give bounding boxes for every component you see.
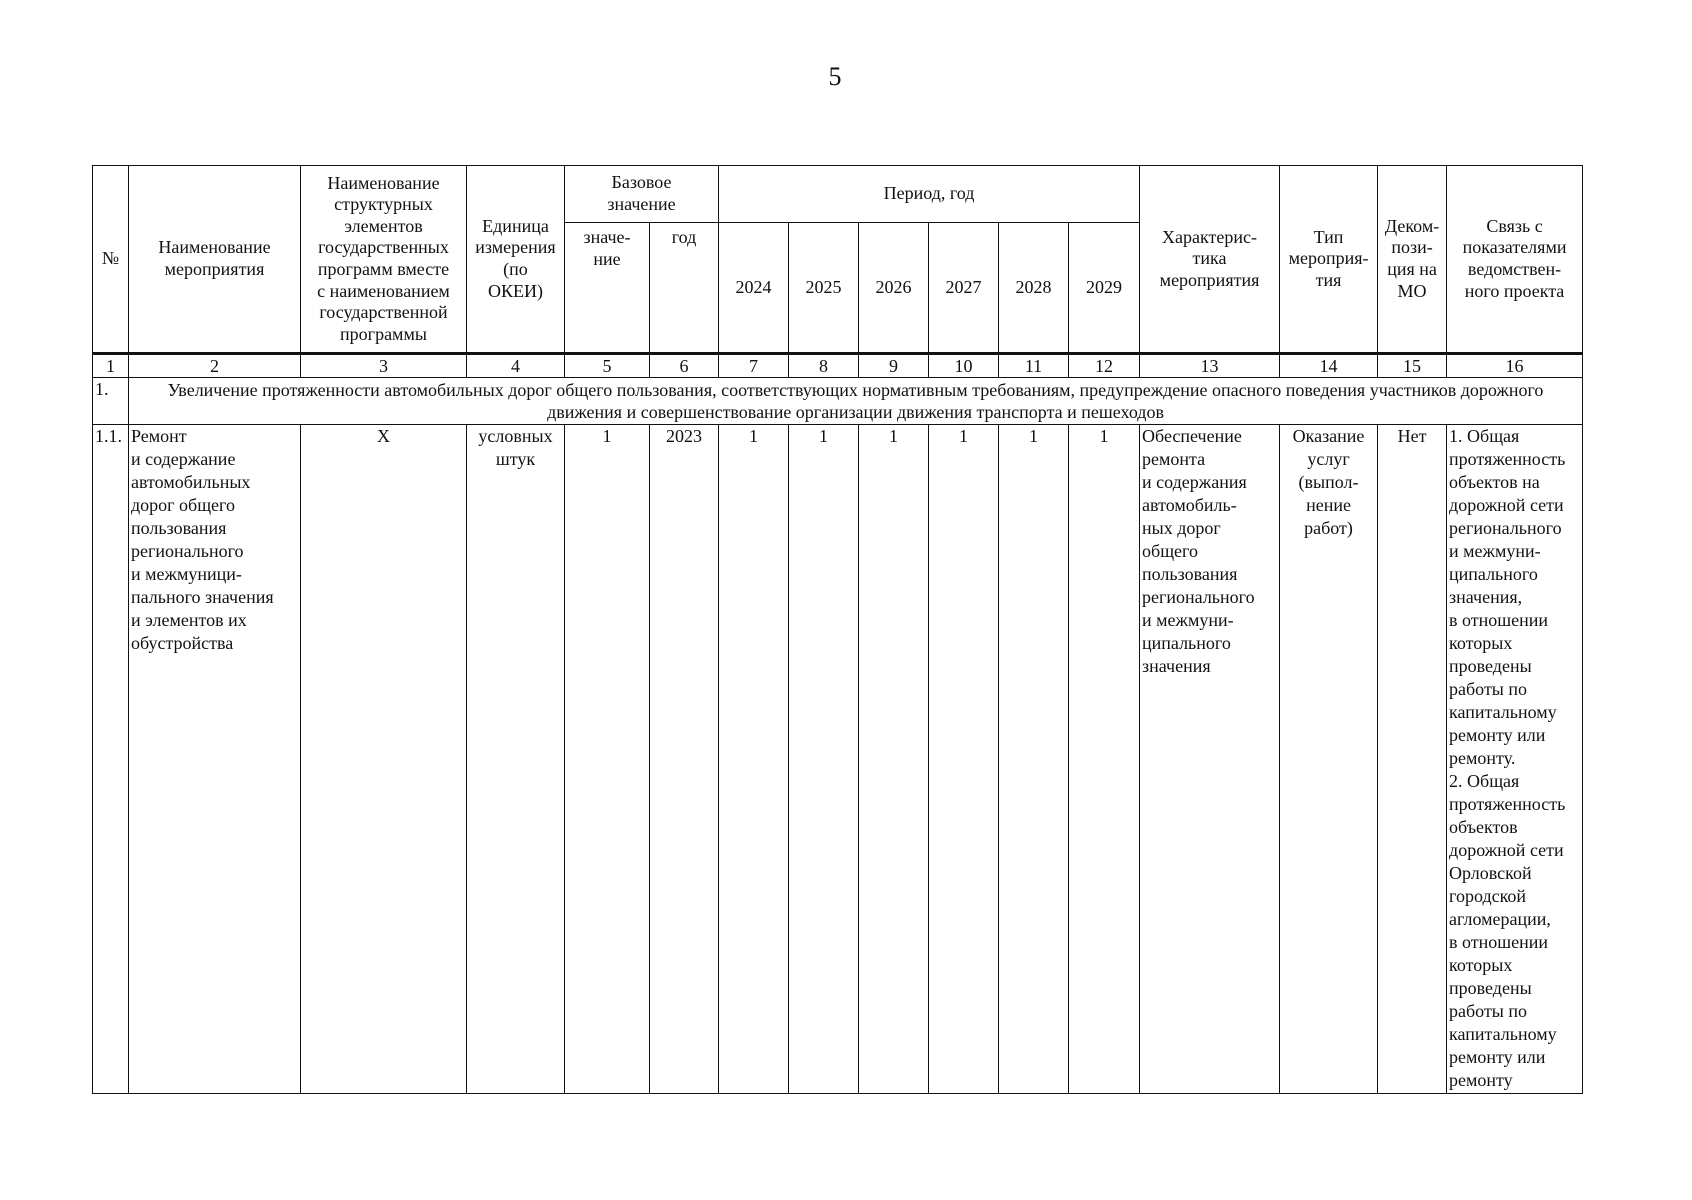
column-number: 1 — [93, 354, 129, 378]
header-name: Наименование мероприятия — [129, 166, 301, 354]
row-unit: условных штук — [467, 425, 565, 1094]
header-link: Связь с показателями ведомствен- ного проекта — [1447, 166, 1583, 354]
header-structural: Наименование структурных элементов государственных программ вместе с наименованием государственной программы — [301, 166, 467, 354]
header-year: 2028 — [999, 223, 1069, 354]
header-base-value: значе- ние — [565, 223, 650, 354]
row-year-value: 1 — [1069, 425, 1140, 1094]
row-year-value: 1 — [789, 425, 859, 1094]
column-number: 16 — [1447, 354, 1583, 378]
page-number: 5 — [828, 62, 842, 91]
header-year: 2024 — [719, 223, 789, 354]
section-num: 1. — [93, 378, 129, 425]
header-year: 2025 — [789, 223, 859, 354]
column-number: 3 — [301, 354, 467, 378]
header-year: 2027 — [929, 223, 999, 354]
row-name: Ремонт и содержание автомобильных дорог общего пользования регионального и межмуници- пального значения и элементов их обустройства — [129, 425, 301, 1094]
column-number: 15 — [1378, 354, 1447, 378]
row-year-value: 1 — [929, 425, 999, 1094]
row-year-value: 1 — [719, 425, 789, 1094]
column-number: 14 — [1280, 354, 1378, 378]
row-type: Оказание услуг (выпол- нение работ) — [1280, 425, 1378, 1094]
header-characteristic: Характерис- тика мероприятия — [1140, 166, 1280, 354]
row-decomposition: Нет — [1378, 425, 1447, 1094]
row-year-value: 1 — [859, 425, 929, 1094]
column-number: 4 — [467, 354, 565, 378]
header-year: 2026 — [859, 223, 929, 354]
column-number: 11 — [999, 354, 1069, 378]
header-base-year: год — [650, 223, 719, 354]
header-base: Базовое значение — [565, 166, 719, 223]
row-link: 1. Общая протяженность объектов на дорожной сети регионального и межмуни- ципального значения, в отношении которых проведены работы по капитальному ремонту или ремонту. 2. Общая протяженность объектов дорожной сети Орловской городской агломерации, в отношении которых проведены работы по капитальному ремонту или ремонту — [1447, 425, 1583, 1094]
header-num: № — [93, 166, 129, 354]
header-unit: Единица измерения (по ОКЕИ) — [467, 166, 565, 354]
column-numbers-row — [93, 354, 1583, 378]
table-row — [93, 425, 1583, 1094]
column-number: 7 — [719, 354, 789, 378]
column-number: 6 — [650, 354, 719, 378]
row-base-year: 2023 — [650, 425, 719, 1094]
row-characteristic: Обеспечение ремонта и содержания автомобиль- ных дорог общего пользования регионального и межмуни- ципального значения — [1140, 425, 1280, 1094]
row-structural: Х — [301, 425, 467, 1094]
row-year-value: 1 — [999, 425, 1069, 1094]
column-number: 12 — [1069, 354, 1140, 378]
column-number: 5 — [565, 354, 650, 378]
header-row-1 — [93, 166, 1583, 223]
header-decomposition: Деком- пози- ция на МО — [1378, 166, 1447, 354]
header-period: Период, год — [719, 166, 1140, 223]
column-number: 13 — [1140, 354, 1280, 378]
column-number: 2 — [129, 354, 301, 378]
section-title: Увеличение протяженности автомобильных дорог общего пользования, соответствующих нормативным требованиям, предупреждение опасного поведения участников дорожного движения и совершенствование организации движения транспорта и пешеходов — [129, 378, 1583, 425]
column-number: 8 — [789, 354, 859, 378]
section-row — [93, 378, 1583, 425]
column-number: 10 — [929, 354, 999, 378]
header-year: 2029 — [1069, 223, 1140, 354]
activities-table — [92, 165, 1583, 1094]
row-base-value: 1 — [565, 425, 650, 1094]
column-number: 9 — [859, 354, 929, 378]
header-type: Тип мероприя- тия — [1280, 166, 1378, 354]
row-num: 1.1. — [93, 425, 129, 1094]
